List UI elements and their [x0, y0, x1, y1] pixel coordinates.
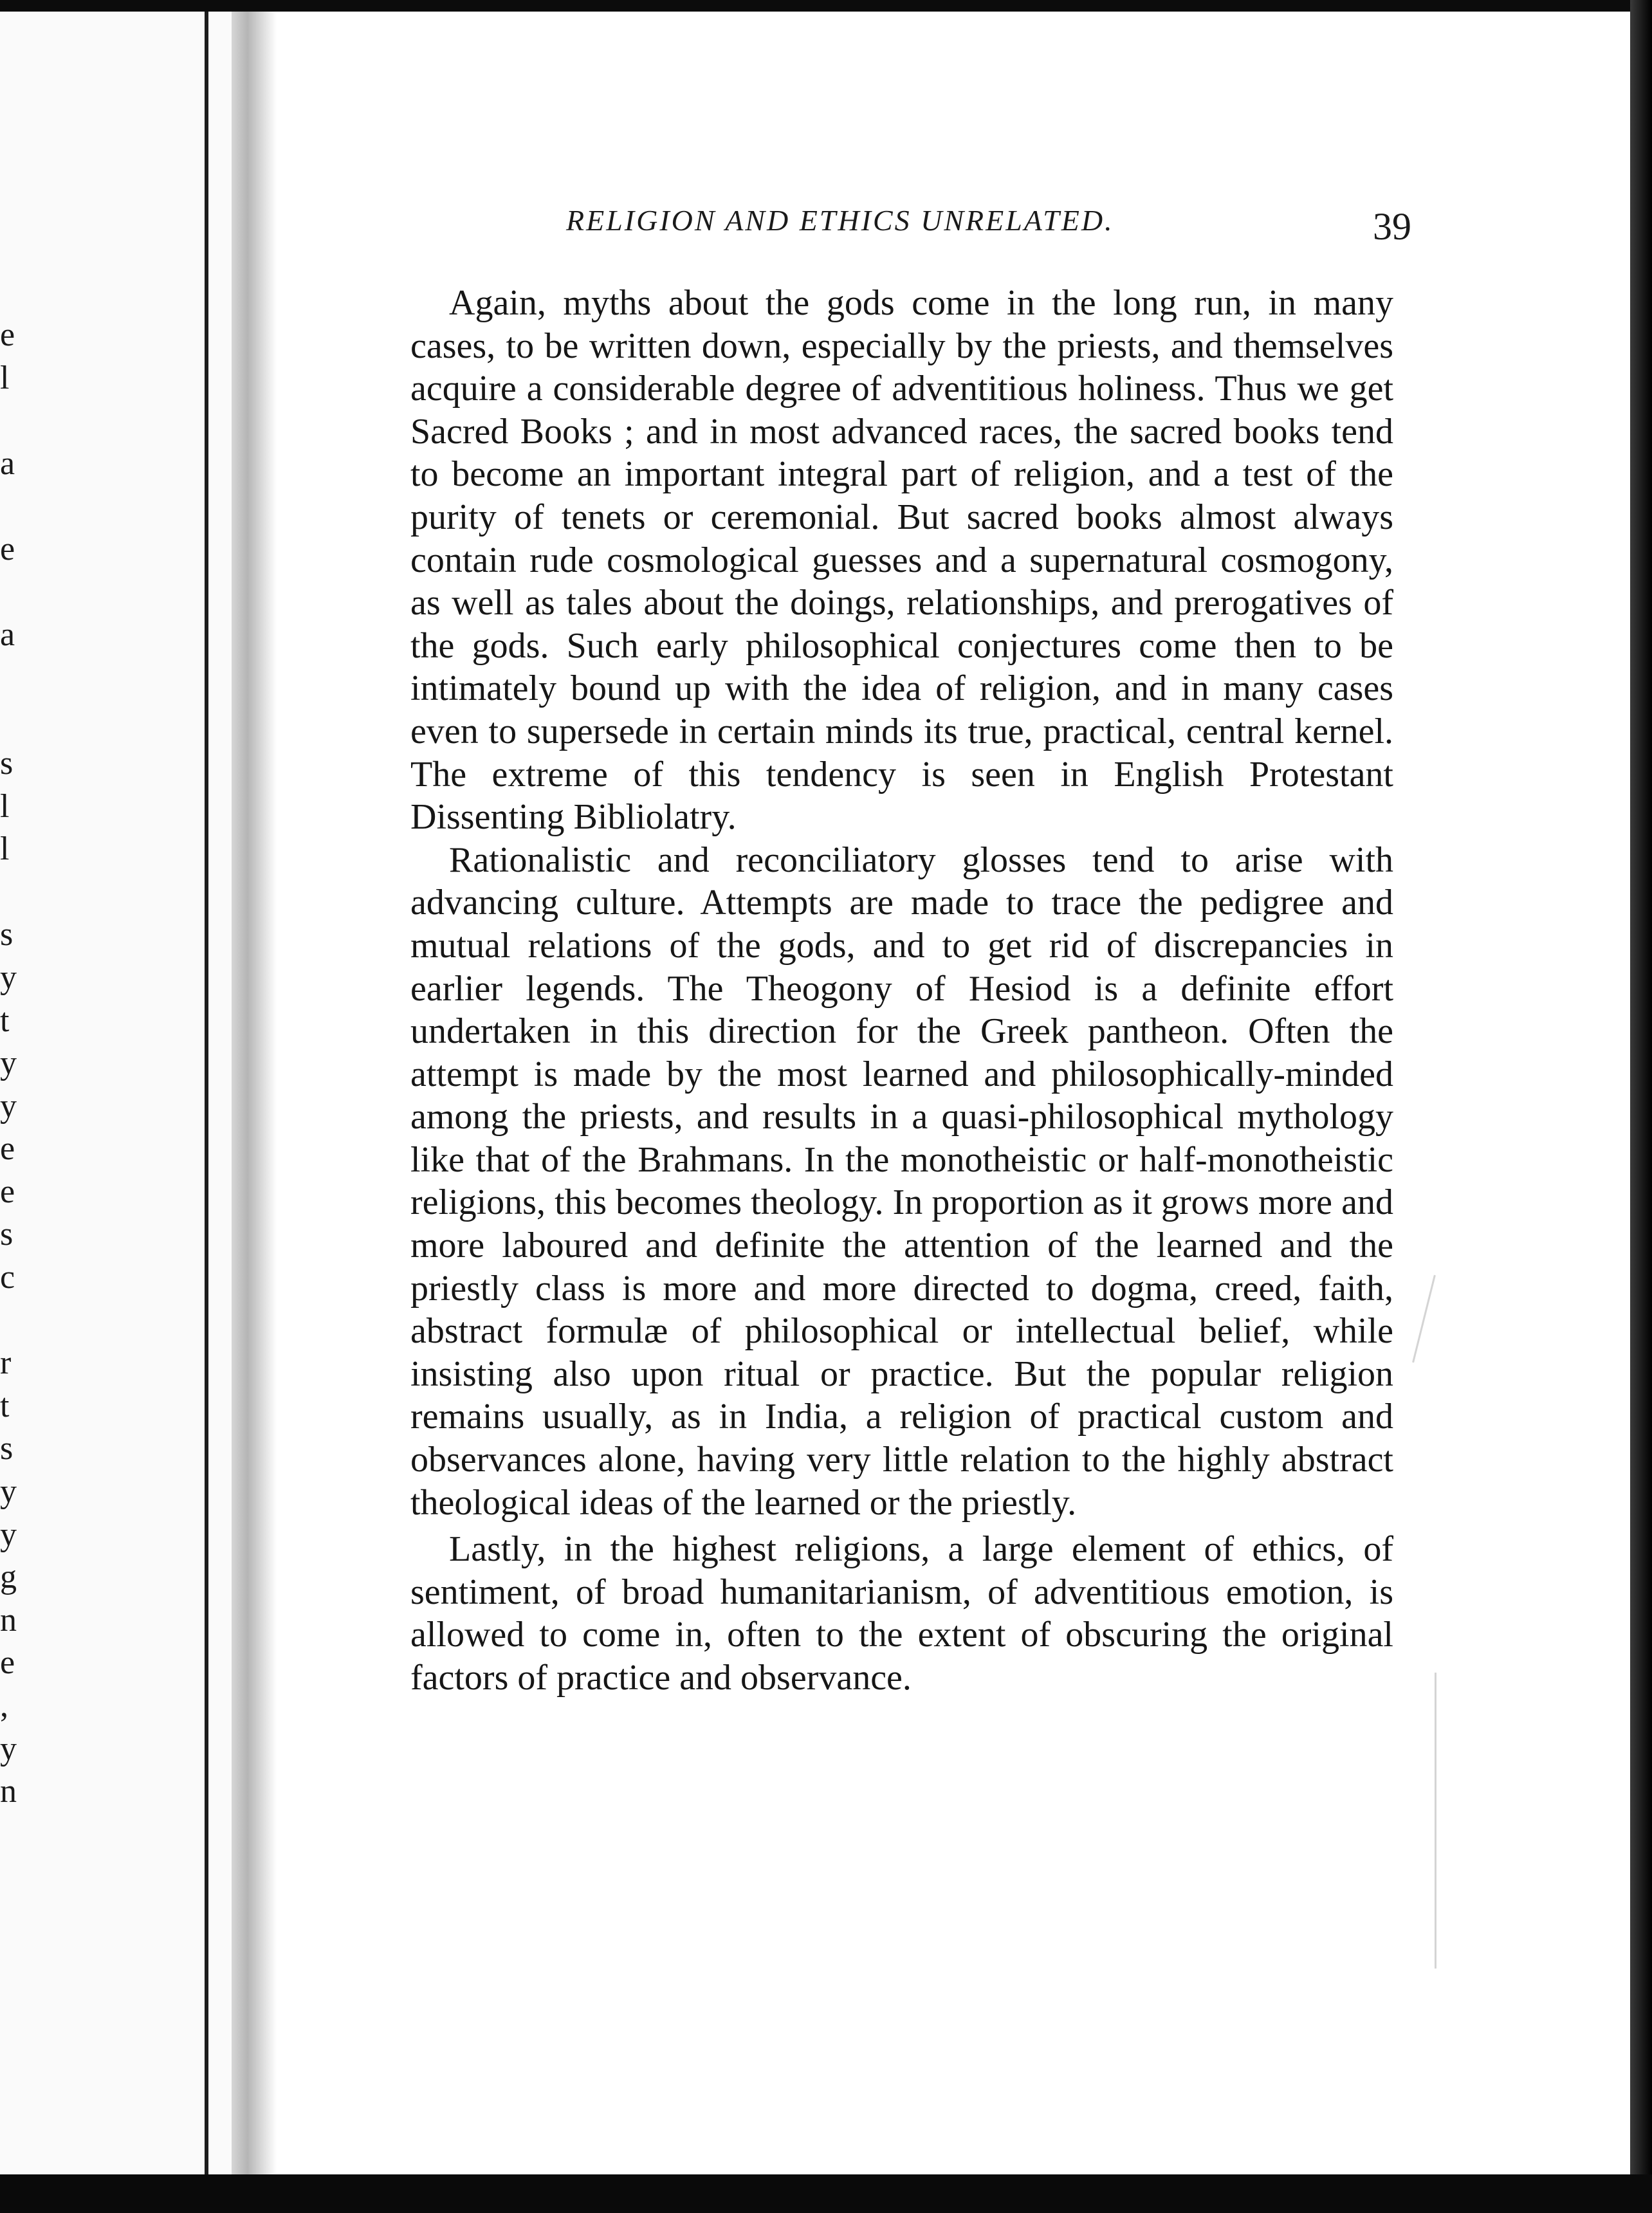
facing-page-fragment: s: [0, 916, 14, 953]
facing-page-fragment: g: [0, 1559, 17, 1596]
facing-page-fragment: [0, 699, 26, 742]
facing-page-fragment: y: [0, 1045, 17, 1082]
facing-page-fragment: e: [0, 1130, 15, 1168]
facing-page-fragment: l: [0, 359, 10, 396]
facing-page-fragment: n: [0, 1773, 17, 1810]
facing-page-fragment: s: [0, 1216, 14, 1253]
facing-page-fragment: ,: [0, 1687, 8, 1724]
scan-edge-top: [0, 0, 1652, 12]
scan-edge-bottom: [0, 2174, 1652, 2213]
paragraph: Rationalistic and reconciliatory glosses tend to arise with advancing culture. Attempts are made to trace the pedigree and mutual relations of the gods, and to get rid of discrepancies in earlier legends. The Theogony of Hesiod is a definite effort undertaken in this direction for the Greek pantheon. Often the attempt is made by the most learned and philosophically-minded among the priests, and results in a quasi-philosophical mythology like that of the Brahmans. In the monotheistic or half-monotheistic religions, this becomes theology. In proportion as it grows more and more laboured and definite the attention of the learned and the priestly class is more and more directed to dogma, creed, faith, abstract formulæ of philosophical or intellectual belief, while insisting also upon ritual or practice. But the popular religion remains usually, as in India, a religion of practical custom and observances alone, having very little relation to the highly abstract theological ideas of the learned or the priestly.: [410, 840, 1393, 1523]
facing-page-fragment: a: [0, 616, 15, 654]
facing-page-fragment: t: [0, 1002, 10, 1039]
facing-page-fragment: y: [0, 1730, 17, 1767]
facing-page-fragment: l: [0, 831, 10, 868]
facing-page: [0, 12, 232, 2174]
facing-page-fragment: r: [0, 1345, 12, 1382]
facing-page-fragment: s: [0, 1430, 14, 1467]
book-gutter-line: [205, 12, 208, 2174]
facing-page-fragment: y: [0, 1516, 17, 1553]
facing-page-fragment: e: [0, 530, 15, 567]
facing-page-fragment: [0, 571, 26, 614]
facing-page-fragment: [0, 485, 26, 528]
facing-page-fragment: y: [0, 959, 17, 996]
running-head: RELIGION AND ETHICS UNRELATED.: [566, 204, 1114, 237]
facing-page-fragment: n: [0, 1601, 17, 1639]
facing-page-fragment: [0, 657, 26, 700]
facing-page-fragment: l: [0, 787, 10, 825]
facing-page-fragment: e: [0, 1173, 15, 1210]
facing-page-fragment: [0, 1299, 26, 1343]
book-gutter: [232, 12, 277, 2174]
facing-page-fragment: c: [0, 1259, 15, 1296]
facing-page-fragment: e: [0, 1644, 15, 1682]
paper-mark: [1435, 1673, 1436, 1969]
facing-page-fragments: [0, 314, 26, 1814]
paragraph: Lastly, in the highest religions, a large element of ethics, of sentiment, of broad humanitarianism, of adventitious emotion, is allowed to come in, often to the extent of obscuring the original factors of practice and observance.: [410, 1529, 1393, 1698]
facing-page-fragment: y: [0, 1087, 17, 1125]
facing-page-fragment: [0, 871, 26, 914]
facing-page-fragment: y: [0, 1473, 17, 1511]
facing-page-fragment: [0, 399, 26, 443]
page-number: 39: [1373, 205, 1411, 248]
facing-page-fragment: e: [0, 317, 15, 353]
scan-edge-right: [1630, 0, 1652, 2213]
facing-page-fragment: s: [0, 744, 14, 782]
paragraph: Again, myths about the gods come in the long run, in many cases, to be written down, especially by the priests, and themselves acquire a considerable degree of adventitious holiness. Thus we get Sacred Books ; and in most advanced races, the sacred books tend to become an important integral part of religion, and a test of the purity of tenets or ceremonial. But sacred books almost always contain rude cosmological guesses and a supernatural cosmogony, as well as tales about the doings, relationships, and prerogatives of the gods. Such early philosophical conjectures come then to be intimately bound up with the idea of religion, and in many cases even to supersede in certain minds its true, practical, central kernel. The extreme of this tendency is seen in English Protestant Dissenting Bibliolatry.: [410, 283, 1393, 838]
body-text: [410, 282, 1393, 1700]
facing-page-fragment: a: [0, 445, 15, 482]
facing-page-fragment: t: [0, 1387, 10, 1424]
